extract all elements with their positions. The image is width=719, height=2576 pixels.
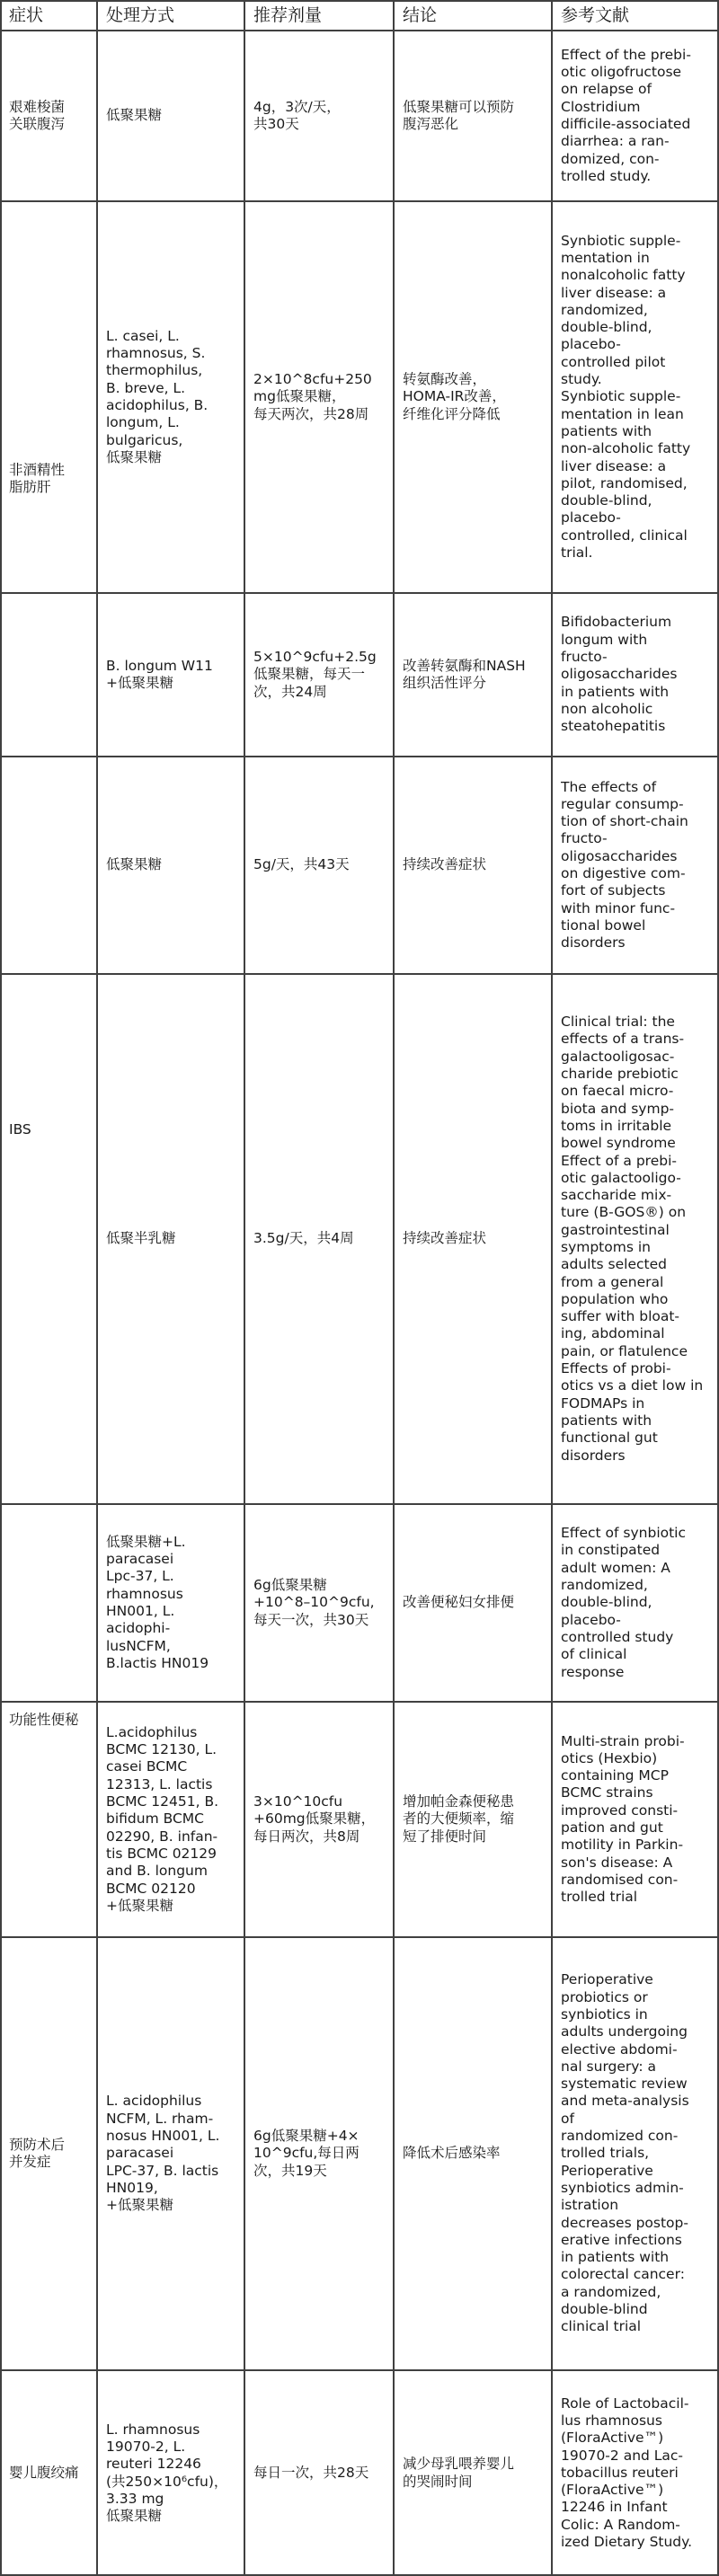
symptom-cell-text: 功能性便秘 bbox=[9, 1712, 79, 1729]
recommended-dose-text: 6g低聚果糖+4× 10^9cfu,每日两 次，共19天 bbox=[253, 2128, 360, 2179]
table-column-rule bbox=[244, 0, 245, 2576]
conclusion-text: 减少母乳喂养婴儿 的哭闹时间 bbox=[403, 2456, 515, 2490]
reference bbox=[561, 2370, 714, 2576]
symptom-cell bbox=[9, 2370, 92, 2576]
conclusion bbox=[403, 593, 546, 757]
table-column-rule bbox=[96, 0, 98, 2576]
treatment-method-text: L. casei, L. rhamnosus, S. thermophilus, B. breve, L. acidophilus, B. longum, L. bulgaricus, 低聚果糖 bbox=[106, 327, 209, 465]
recommended-dose bbox=[253, 31, 388, 201]
conclusion-text: 转氨酶改善， HOMA-IR改善， 纤维化评分降低 bbox=[403, 371, 506, 422]
treatment-method-text: 低聚果糖+L. paracasei Lpc-37, L. rhamnosus HN001, L. acidophi- lusNCFM, B.lactis HN019 bbox=[106, 1533, 209, 1671]
recommended-dose bbox=[253, 757, 388, 974]
reference-text: Synbiotic supple- mentation in nonalcoholic fatty liver disease: a randomized, double-blind, placebo- controlled pilot study. Synbiotic supple- mentation in lean patients with non-alcoholic fatty liver disease: a pilot, randomised, double-blind, placebo- controlled, clinical trial. bbox=[561, 232, 691, 562]
symptom-cell bbox=[9, 31, 92, 201]
reference-text: The effects of regular consump- tion of short-chain fructo- oligosaccharides on digestive com- fort of subjects with minor func- tional bowel disorders bbox=[561, 778, 688, 952]
conclusion bbox=[403, 757, 546, 974]
reference-text: Bifidobacterium longum with fructo- oligosaccharides in patients with non alcoholic steatohepatitis bbox=[561, 614, 678, 735]
conclusion bbox=[403, 201, 546, 593]
treatment-method bbox=[106, 2370, 239, 2576]
recommended-dose bbox=[253, 1937, 388, 2370]
table-column-rule bbox=[393, 0, 395, 2576]
recommended-dose bbox=[253, 1504, 388, 1702]
treatment-method bbox=[106, 1937, 239, 2370]
header-reference-text: 参考文献 bbox=[561, 5, 630, 25]
recommended-dose-text: 4g，3次/天， 共30天 bbox=[253, 98, 341, 132]
conclusion bbox=[403, 1937, 546, 2370]
header-method bbox=[106, 0, 239, 31]
recommended-dose-text: 5×10^9cfu+2.5g 低聚果糖，每天一 次，共24周 bbox=[253, 649, 377, 700]
header-conclusion bbox=[403, 0, 546, 31]
recommended-dose bbox=[253, 593, 388, 757]
reference bbox=[561, 1702, 714, 1937]
symptom-cell-text: IBS bbox=[9, 1121, 31, 1138]
conclusion bbox=[403, 1504, 546, 1702]
symptom-cell-text: 非酒精性 脂肪肝 bbox=[9, 461, 66, 495]
header-symptom-text: 症状 bbox=[9, 5, 44, 25]
header-dose bbox=[253, 0, 388, 31]
header-reference bbox=[561, 0, 714, 31]
reference bbox=[561, 201, 714, 593]
treatment-method-text: 低聚果糖 bbox=[106, 107, 163, 124]
symptom-cell bbox=[9, 1937, 92, 2370]
treatment-method-text: B. longum W11 +低聚果糖 bbox=[106, 657, 213, 691]
conclusion bbox=[403, 31, 546, 201]
reference-text: Role of Lactobacil- lus rhamnosus (FloraActive™) 19070-2 and Lac- tobacillus reuteri (FloraActive™) 12246 in Infant Colic: A Random- ized Dietary Study. bbox=[561, 2395, 693, 2551]
symptom-cell bbox=[9, 201, 92, 757]
header-conclusion-text: 结论 bbox=[403, 5, 438, 25]
treatment-method-text: L.acidophilus BCMC 12130, L. casei BCMC 12313, L. lactis BCMC 12451, B. bifidum BCMC 02290, B. infan- tis BCMC 02129 and B. longum BCMC 02120 +低聚果糖 bbox=[106, 1723, 219, 1914]
reference-text: Perioperative probiotics or synbiotics in adults undergoing elective abdomi- nal surgery: a systematic review and meta-analysis of randomized con- trolled trials, Perioperative synbiotics admin- istration decreases postop- erative infections in patients with colorectal cancer: a randomized, double-blind clinical trial bbox=[561, 1971, 689, 2335]
reference-text: Effect of the prebi- otic oligofructose on relapse of Clostridium difficile-associated diarrhea: a ran- domized, con- trolled study. bbox=[561, 46, 691, 184]
reference-text: Effect of synbiotic in constipated adult women: A randomized, double-blind, placebo- controlled study of clinical response bbox=[561, 1525, 687, 1680]
treatment-method bbox=[106, 974, 239, 1504]
conclusion bbox=[403, 2370, 546, 2576]
treatment-method bbox=[106, 1702, 239, 1937]
reference bbox=[561, 1504, 714, 1702]
treatment-method bbox=[106, 31, 239, 201]
treatment-method bbox=[106, 1504, 239, 1702]
treatment-method-text: 低聚果糖 bbox=[106, 856, 163, 873]
reference bbox=[561, 31, 714, 201]
symptom-cell-text: 婴儿腹绞痛 bbox=[9, 2464, 79, 2481]
conclusion-text: 持续改善症状 bbox=[403, 856, 487, 873]
symptom-cell bbox=[9, 757, 92, 1504]
recommended-dose bbox=[253, 1702, 388, 1937]
conclusion-text: 改善转氨酶和NASH 组织活性评分 bbox=[403, 657, 526, 691]
header-symptom bbox=[9, 0, 92, 31]
symptom-cell-text: 艰难梭菌 关联腹泻 bbox=[9, 98, 66, 132]
recommended-dose bbox=[253, 201, 388, 593]
conclusion bbox=[403, 974, 546, 1504]
table-rule bbox=[0, 0, 719, 2]
recommended-dose-text: 6g低聚果糖 +10^8–10^9cfu, 每天一次，共30天 bbox=[253, 1577, 375, 1628]
header-method-text: 处理方式 bbox=[106, 5, 175, 25]
conclusion-text: 低聚果糖可以预防 腹泻恶化 bbox=[403, 98, 515, 132]
reference bbox=[561, 593, 714, 757]
recommended-dose bbox=[253, 974, 388, 1504]
reference-text: Clinical trial: the effects of a trans- galactooligosac- charide prebiotic on faecal micro- biota and symp- toms in irritable bowel syndrome Effect of a prebi- otic galactooligo- saccharide mix- ture (B-GOS®) on gastrointestinal symptoms in adults selected from a general population who suffer with bloat- ing, abdominal pain, or flatulence Effects of probi- otics vs a diet low in FODMAPs in patients with functional gut disorders bbox=[561, 1014, 704, 1464]
treatment-method-text: L. acidophilus NCFM, L. rham- nosus HN001, L. paracasei LPC-37, B. lactis HN019, +低聚果糖 bbox=[106, 2093, 220, 2214]
conclusion-text: 降低术后感染率 bbox=[403, 2145, 501, 2162]
treatment-method-text: 低聚半乳糖 bbox=[106, 1230, 176, 1247]
treatment-method bbox=[106, 757, 239, 974]
recommended-dose-text: 3×10^10cfu +60mg低聚果糖， 每日两次，共8周 bbox=[253, 1793, 376, 1845]
conclusion bbox=[403, 1702, 546, 1937]
reference-text: Multi-strain probi- otics (Hexbio) containing MCP BCMC strains improved consti- pation and gut motility in Parkin- son's disease: A randomised con- trolled trial bbox=[561, 1732, 685, 1906]
recommended-dose-text: 2×10^8cfu+250 mg低聚果糖， 每天两次，共28周 bbox=[253, 371, 372, 422]
recommended-dose-text: 3.5g/天，共4周 bbox=[253, 1230, 354, 1247]
recommended-dose bbox=[253, 2370, 388, 2576]
table-column-rule bbox=[551, 0, 553, 2576]
symptom-cell bbox=[9, 1504, 92, 1937]
conclusion-text: 持续改善症状 bbox=[403, 1230, 487, 1247]
table-column-rule bbox=[0, 0, 2, 2576]
treatment-method bbox=[106, 593, 239, 757]
conclusion-text: 增加帕金森便秘患 者的大便频率，缩 短了排便时间 bbox=[403, 1793, 515, 1845]
header-dose-text: 推荐剂量 bbox=[253, 5, 323, 25]
treatment-method-text: L. rhamnosus 19070-2, L. reuteri 12246 (共250×10⁶cfu)， 3.33 mg 低聚果糖 bbox=[106, 2421, 228, 2525]
reference bbox=[561, 974, 714, 1504]
recommended-dose-text: 每日一次，共28天 bbox=[253, 2464, 369, 2481]
recommended-dose-text: 5g/天，共43天 bbox=[253, 856, 350, 873]
reference bbox=[561, 757, 714, 974]
treatment-method bbox=[106, 201, 239, 593]
reference bbox=[561, 1937, 714, 2370]
symptom-cell-text: 预防术后 并发症 bbox=[9, 2136, 66, 2170]
conclusion-text: 改善便秘妇女排便 bbox=[403, 1594, 515, 1611]
